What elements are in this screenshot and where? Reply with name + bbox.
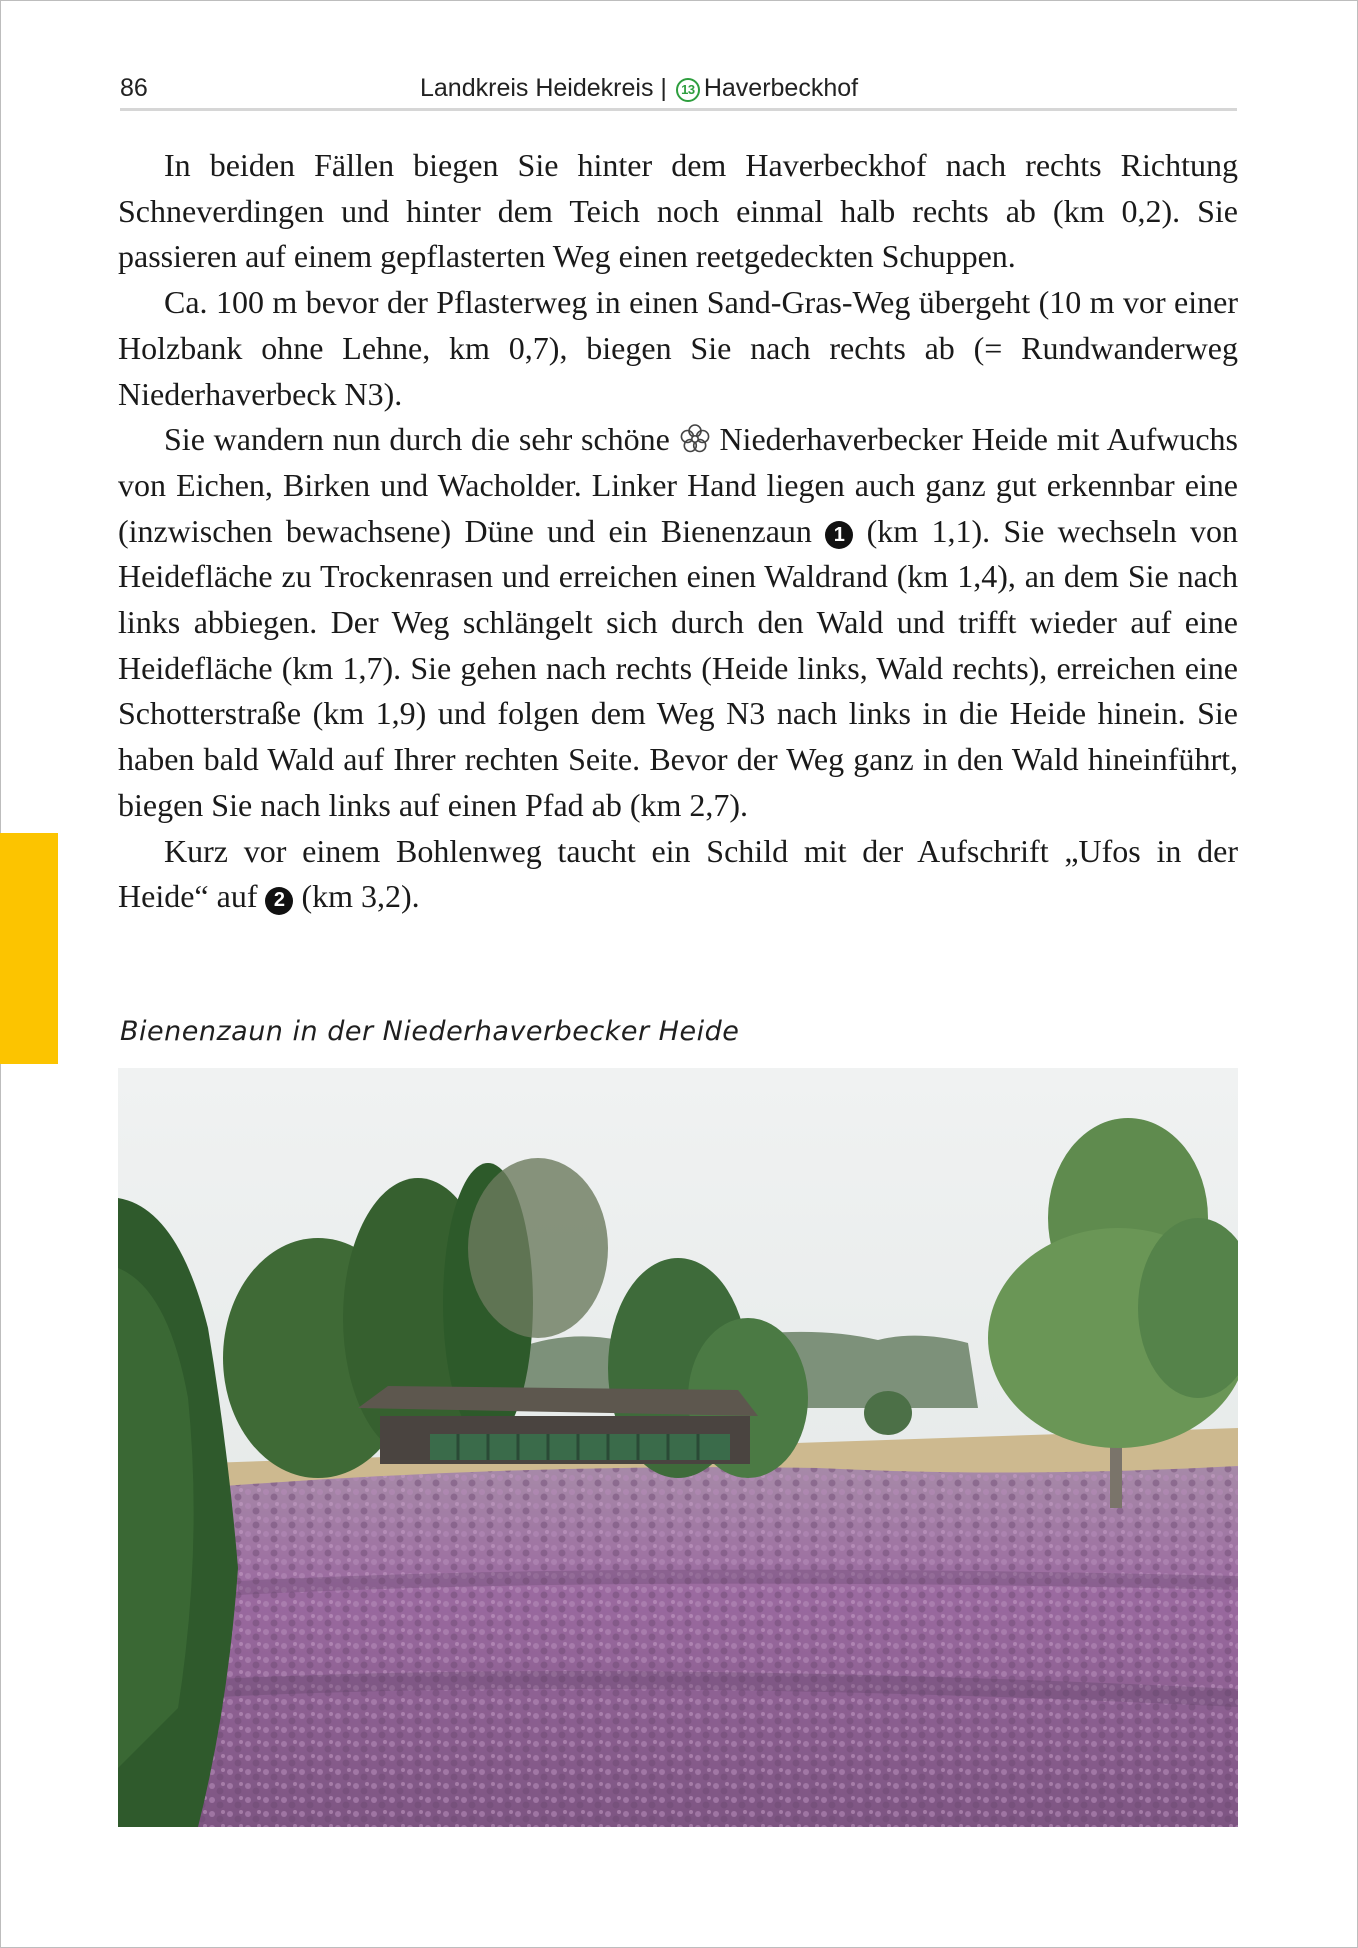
route-title: Haverbeckhof xyxy=(703,74,859,102)
flower-icon xyxy=(679,423,711,455)
paragraph-2: Ca. 100 m bevor der Pflasterweg in einen Sand-Gras-Weg übergeht (10 m vor einer Holzbank ohne Lehne, km 0,7), biegen Sie nach rechts ab (= Rundwanderweg Niederhaverbeck N3). xyxy=(118,284,1238,412)
paragraph-3-text-a: Sie wandern nun durch die sehr schöne xyxy=(164,421,670,458)
paragraph-4-text-a: Kurz vor einem Bohlenweg taucht ein Schild mit der Aufschrift „Ufos in der Heide“ auf xyxy=(118,832,1238,915)
section-title: Landkreis Heidekreis | xyxy=(420,74,667,102)
body-text xyxy=(118,143,1238,920)
photo-caption: Bienenzaun in der Niederhaverbecker Heide xyxy=(120,1016,740,1047)
running-header xyxy=(120,72,1237,111)
heath-landscape-image xyxy=(118,1068,1238,1827)
chapter-thumb-tab xyxy=(0,833,58,1064)
route-number-badge: 13 xyxy=(676,78,700,102)
paragraph-1: In beiden Fällen biegen Sie hinter dem Haverbeckhof nach rechts Richtung Schneverdingen und hinter dem Teich noch einmal halb rechts ab (km 0,2). Sie passieren auf einem gepflasterten Weg einen reetgedeckten Schuppen. xyxy=(118,147,1238,275)
paragraph-4-text-b: (km 3,2). xyxy=(301,878,420,915)
page-number: 86 xyxy=(120,74,148,102)
heath-photo xyxy=(118,1068,1238,1827)
paragraph-4 xyxy=(118,829,1238,920)
paragraph-3-text-b: Niederhaverbecker Heide mit Aufwuchs von Eichen, Birken und Wacholder. Linker Hand liegen auch ganz gut erkennbar eine (inzwischen bewachsene) Düne und ein Bienenzaun xyxy=(118,421,1239,549)
waypoint-marker-2: 2 xyxy=(265,887,293,915)
running-head xyxy=(420,74,858,103)
waypoint-marker-1: 1 xyxy=(825,521,853,549)
paragraph-3-text-c: (km 1,1). Sie wechseln von Heidefläche zu Trockenrasen und erreichen einen Waldrand (km 1,4), an dem Sie nach links abbiegen. Der Weg schlängelt sich durch den Wald und trifft wieder auf eine Heidefläche (km 1,7). Sie gehen nach rechts (Heide links, Wald rechts), erreichen eine Schotterstraße (km 1,9) und folgen dem Weg N3 nach links in die Heide hinein. Sie haben bald Wald auf Ihrer rechten Seite. Bevor der Weg ganz in den Wald hineinführt, biegen Sie nach links auf einen Pfad ab (km 2,7). xyxy=(118,512,1239,823)
paragraph-3 xyxy=(118,417,1238,828)
